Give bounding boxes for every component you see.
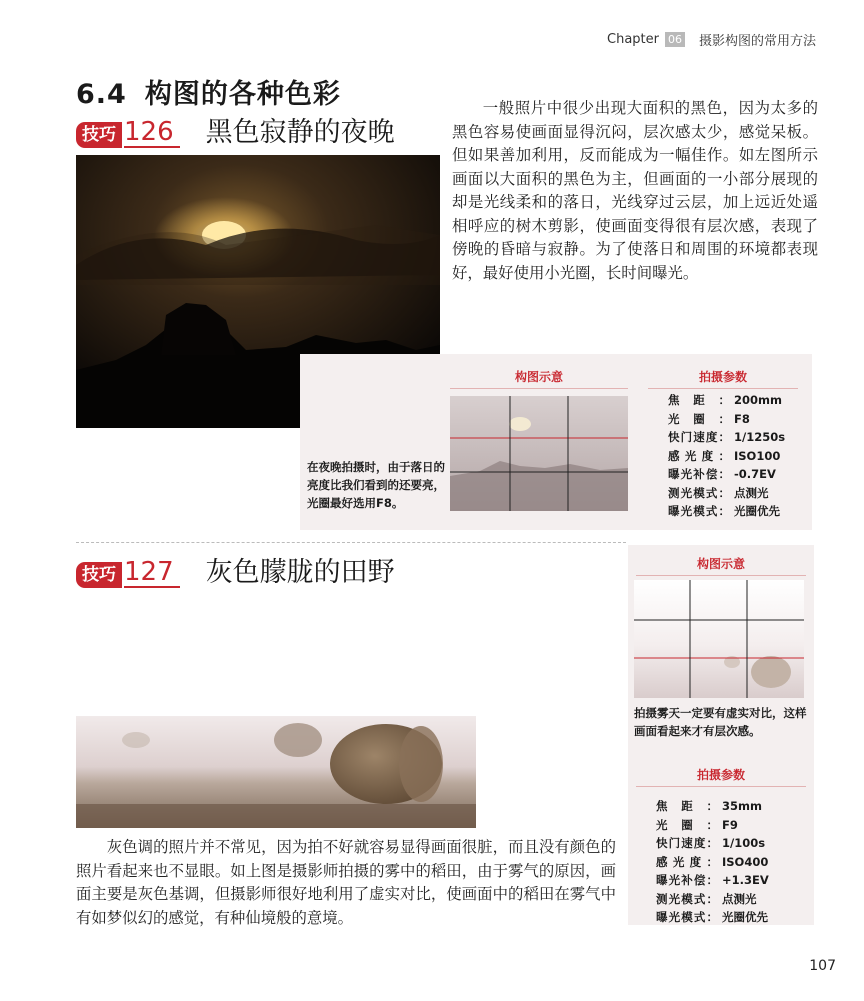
param-label: 快门速度： (668, 430, 730, 444)
tip-127-params (656, 797, 806, 927)
param-row (656, 853, 806, 872)
section-divider (76, 542, 626, 543)
tip-126-diagram-title: 构图示意 (450, 368, 628, 389)
tip-number: 127 (124, 558, 180, 588)
param-row (668, 391, 808, 410)
tip-126-body: 一般照片中很少出现大面积的黑色，因为太多的黑色容易使画面显得沉闷，层次感太少，感觉呆板。但如果善加利用，反而能成为一幅佳作。如左图所示画面以大面积的黑色为主，但画面的一小部分展现的却是光线柔和的落日，光线穿过云层，加上远近处遥相呼应的树木剪影，使画面变得很有层次感，表现了傍晚的昏暗与寂静。为了使落日和周围的环境都表现好，最好使用小光圈，长时间曝光。 (452, 99, 818, 282)
param-label: 快门速度： (656, 836, 718, 850)
tip-126-composition-diagram (450, 396, 628, 511)
param-row (668, 502, 808, 521)
param-row (656, 871, 806, 890)
param-row (656, 816, 806, 835)
param-label: 焦距： (668, 393, 730, 407)
section-title (76, 72, 341, 111)
param-label: 光圈： (668, 411, 730, 426)
param-label: 感光度： (656, 854, 718, 869)
tip-number: 126 (124, 118, 180, 148)
tip-title: 灰色朦胧的田野 (205, 557, 395, 588)
param-value: F8 (734, 411, 750, 426)
param-value: 光圈优先 (722, 910, 768, 924)
param-value: F9 (722, 817, 738, 832)
param-row (656, 834, 806, 853)
param-value: ISO400 (722, 854, 769, 869)
param-label: 焦距： (656, 799, 718, 813)
param-label: 测光模式： (656, 891, 718, 906)
chapter-label: Chapter (607, 32, 659, 47)
param-row (668, 410, 808, 429)
param-value: 200mm (734, 393, 782, 407)
param-row (668, 428, 808, 447)
tip-127-heading (76, 558, 395, 588)
param-row (668, 447, 808, 466)
tip-127-body: 灰色调的照片并不常见，因为拍不好就容易显得画面很脏，而且没有颜色的照片看起来也不显眼。如上图是摄影师拍摄的雾中的稻田，由于雾气的原因，画面主要是灰色基调，但摄影师很好地利用了虚实对比，使画面中的稻田在雾气中有如梦似幻的感觉，有种仙境般的意境。 (76, 838, 616, 927)
chapter-number: 06 (665, 32, 685, 47)
tip-127-caption: 拍摄雾天一定要有虚实对比，这样画面看起来才有层次感。 (634, 706, 807, 738)
tip-126-params-title: 拍摄参数 (648, 368, 798, 389)
chapter-title: 摄影构图的常用方法 (698, 34, 816, 49)
tip-127-composition-diagram (634, 580, 804, 698)
param-value: ISO100 (734, 448, 781, 463)
param-value: 1/100s (722, 836, 766, 850)
tip-126-heading (76, 118, 395, 148)
tip-title: 黑色寂静的夜晚 (205, 117, 395, 148)
param-value: 点测光 (734, 485, 769, 500)
param-row (668, 465, 808, 484)
param-label: 曝光模式： (656, 910, 718, 924)
param-label: 曝光补偿： (668, 467, 730, 481)
param-row (668, 484, 808, 503)
param-label: 测光模式： (668, 485, 730, 500)
param-value: 光圈优先 (734, 504, 780, 518)
section-name: 构图的各种色彩 (144, 79, 341, 110)
param-label: 光圈： (656, 817, 718, 832)
param-label: 感光度： (668, 448, 730, 463)
param-value: 点测光 (722, 891, 757, 906)
tip-126-caption: 在夜晚拍摄时，由于落日的亮度比我们看到的还要亮，光圈最好选用F8。 (307, 460, 445, 510)
param-value: 1/1250s (734, 430, 786, 444)
param-value: -0.7EV (734, 467, 776, 481)
param-label: 曝光模式： (668, 504, 730, 518)
section-number: 6.4 (76, 79, 127, 110)
param-row (656, 797, 806, 816)
tip-127-diagram-title: 构图示意 (636, 555, 806, 576)
param-row (656, 908, 806, 927)
tip-badge: 技巧 (76, 122, 122, 148)
tip-126-params (668, 391, 808, 521)
param-value: +1.3EV (722, 873, 769, 887)
running-header (607, 30, 816, 49)
param-label: 曝光补偿： (656, 873, 718, 887)
tip-127-params-title: 拍摄参数 (636, 766, 806, 787)
param-value: 35mm (722, 799, 762, 813)
foggy-field-photo (76, 716, 476, 828)
page-number: 107 (809, 958, 836, 974)
tip-badge: 技巧 (76, 562, 122, 588)
param-row (656, 890, 806, 909)
